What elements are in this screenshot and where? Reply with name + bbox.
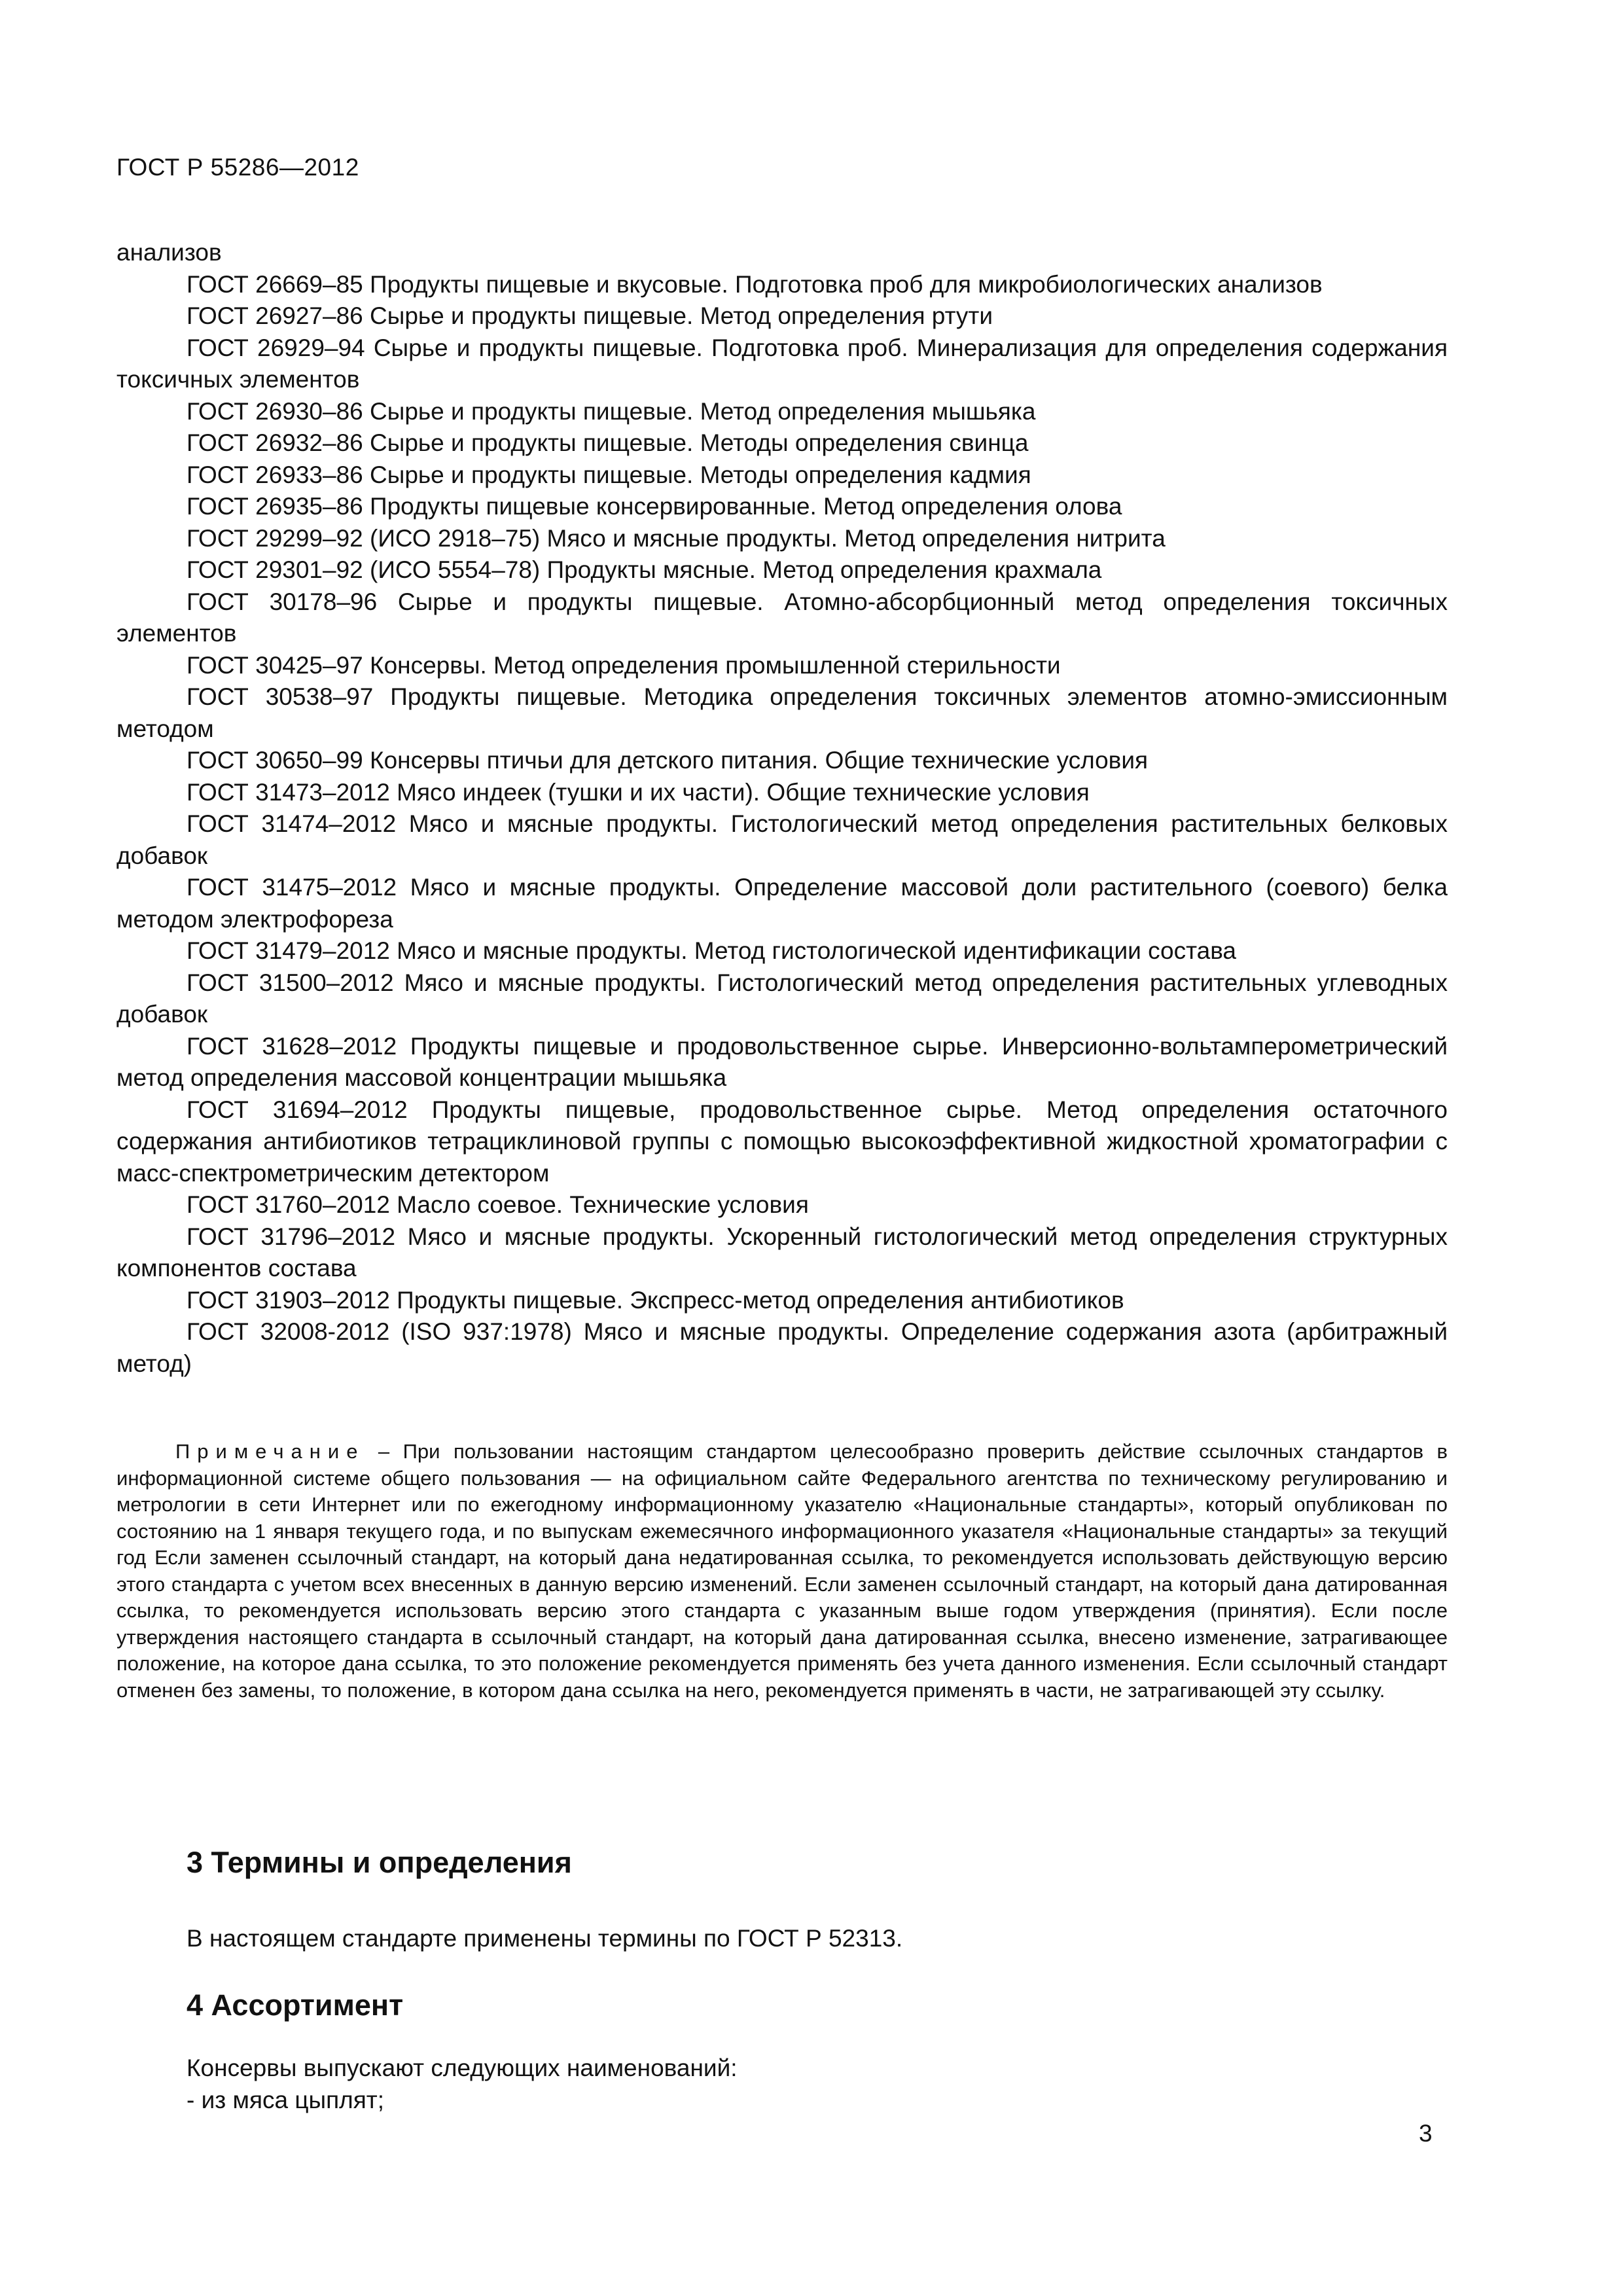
reference-item: ГОСТ 26932–86 Сырье и продукты пищевые. Методы определения свинца [187, 429, 1029, 456]
reference-item: ГОСТ 29301–92 (ИСО 5554–78) Продукты мясные. Метод определения крахмала [187, 556, 1102, 583]
document-header: ГОСТ Р 55286—2012 [116, 154, 359, 181]
reference-item: ГОСТ 26929–94 Сырье и продукты пищевые. Подготовка проб. Минерализация для определения содержания токсичных элементов [116, 334, 1448, 393]
normative-references-list [116, 237, 1448, 1380]
reference-item: ГОСТ 26669–85 Продукты пищевые и вкусовые. Подготовка проб для микробиологических анализов [187, 270, 1323, 298]
reference-item: ГОСТ 32008-2012 (ISO 937:1978) Мясо и мясные продукты. Определение содержания азота (арбитражный метод) [116, 1318, 1448, 1377]
reference-item: ГОСТ 30178–96 Сырье и продукты пищевые. Атомно-абсорбционный метод определения токсичных элементов [116, 588, 1448, 647]
reference-item: ГОСТ 30425–97 Консервы. Метод определения промышленной стерильности [187, 651, 1061, 679]
reference-item: ГОСТ 31479–2012 Мясо и мясные продукты. Метод гистологической идентификации состава [187, 937, 1237, 964]
note-label: Примечание [175, 1440, 365, 1463]
reference-item: ГОСТ 30650–99 Консервы птичьи для детского питания. Общие технические условия [187, 747, 1149, 774]
reference-item: ГОСТ 26933–86 Сырье и продукты пищевые. Методы определения кадмия [187, 461, 1031, 488]
reference-item: ГОСТ 26927–86 Сырье и продукты пищевые. Метод определения ртути [187, 302, 993, 329]
assortment-list-item: - из мяса цыплят; [187, 2087, 385, 2113]
reference-item: ГОСТ 31796–2012 Мясо и мясные продукты. Ускоренный гистологический метод определения структурных компонентов состава [116, 1223, 1448, 1282]
reference-item: ГОСТ 31903–2012 Продукты пищевые. Экспресс-метод определения антибиотиков [187, 1286, 1124, 1314]
note-text: – При пользовании настоящим стандартом целесообразно проверить действие ссылочных стандартов в информационной системе общего пользования — на официальном сайте Федерального агентства по техническому регулированию и метрологии в сети Интернет или по ежегодному информационному указателю «Национальные стандарты», который опубликован по состоянию на 1 января текущего года, и по выпускам ежемесячного информационного указателя «Национальные стандарты» за текущий год Если заменен ссылочный стандарт, на который дана недатированная ссылка, то рекомендуется использовать действующую версию этого стандарта с учетом всех внесенных в данную версию изменений. Если заменен ссылочный стандарт, на который дана датированная ссылка, то рекомендуется использовать версию этого стандарта с указанным выше годом утверждения (принятия). Если после утверждения настоящего стандарта в ссылочный стандарт, на который дана датированная ссылка, внесено изменение, затрагивающее положение, на которое дана ссылка, то это положение рекомендуется применять без учета данного изменения. Если ссылочный стандарт отменен без замены, то положение, в котором дана ссылка на него, рекомендуется применять в части, не затрагивающей эту ссылку. [116, 1440, 1448, 1702]
note-paragraph [116, 1439, 1448, 1704]
page-number: 3 [1419, 2120, 1433, 2147]
reference-item: ГОСТ 31475–2012 Мясо и мясные продукты. Определение массовой доли растительного (соевого) белка методом электрофореза [116, 874, 1448, 933]
reference-item: ГОСТ 31628–2012 Продукты пищевые и продовольственное сырье. Инверсионно-вольтамперометрический метод определения массовой концентрации мышьяка [116, 1032, 1448, 1091]
reference-item: ГОСТ 30538–97 Продукты пищевые. Методика определения токсичных элементов атомно-эмиссионным методом [116, 683, 1448, 742]
reference-continuation: анализов [116, 239, 222, 266]
reference-item: ГОСТ 29299–92 (ИСО 2918–75) Мясо и мясные продукты. Метод определения нитрита [187, 524, 1166, 552]
reference-item: ГОСТ 31760–2012 Масло соевое. Технические условия [187, 1191, 809, 1218]
reference-item: ГОСТ 31473–2012 Мясо индеек (тушки и их части). Общие технические условия [187, 778, 1090, 806]
section-4-heading: 4 Ассортимент [187, 1988, 404, 2022]
section-3-heading: 3 Термины и определения [187, 1846, 572, 1879]
reference-item: ГОСТ 31474–2012 Мясо и мясные продукты. Гистологический метод определения растительных белковых добавок [116, 810, 1448, 869]
reference-item: ГОСТ 26935–86 Продукты пищевые консервированные. Метод определения олова [187, 493, 1122, 520]
reference-item: ГОСТ 31500–2012 Мясо и мясные продукты. Гистологический метод определения растительных углеводных добавок [116, 969, 1448, 1028]
reference-item: ГОСТ 26930–86 Сырье и продукты пищевые. Метод определения мышьяка [187, 397, 1036, 425]
reference-item: ГОСТ 31694–2012 Продукты пищевые, продовольственное сырье. Метод определения остаточного содержания антибиотиков тетрациклиновой группы с помощью высокоэффективной жидкостной хроматографии с масс-спектрометрическим детектором [116, 1096, 1448, 1187]
section-4-intro: Консервы выпускают следующих наименований: [187, 2054, 738, 2081]
section-3-text: В настоящем стандарте применены термины по ГОСТ Р 52313. [187, 1925, 903, 1952]
